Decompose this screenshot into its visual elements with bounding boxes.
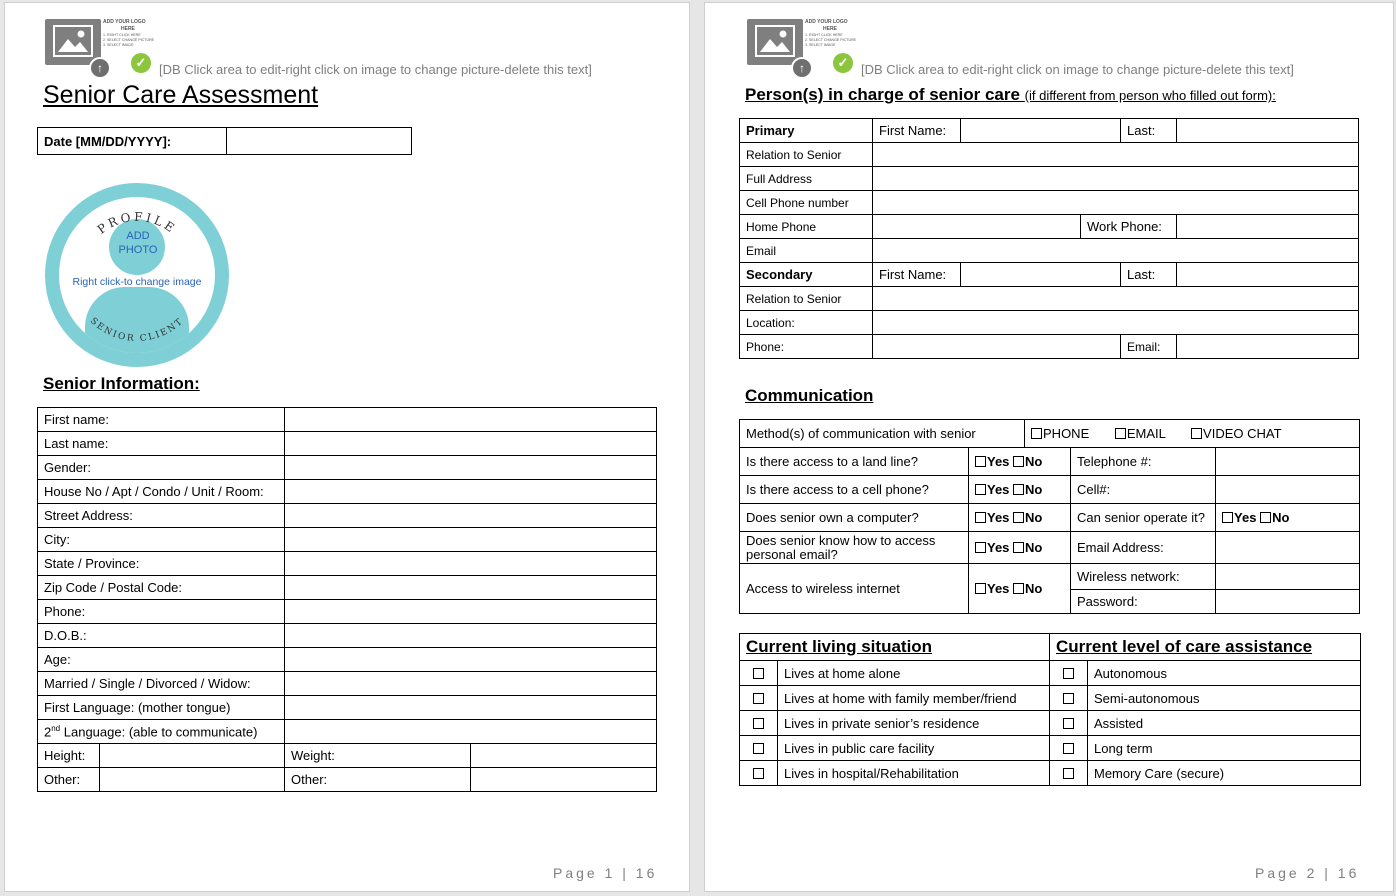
field-label: House No / Apt / Condo / Unit / Room:	[38, 480, 285, 504]
secondary-email-label: Email:	[1121, 335, 1177, 359]
checkbox-icon[interactable]	[975, 484, 986, 495]
other-label-1: Other:	[38, 768, 100, 792]
add-photo-line2: PHOTO	[118, 244, 158, 256]
profile-top-text: PROFILE	[94, 209, 180, 237]
other-input-1[interactable]	[100, 768, 285, 792]
yes-label: Yes	[987, 581, 1010, 596]
operate-yes-no[interactable]	[1216, 504, 1360, 532]
add-photo-line1: ADD	[126, 230, 150, 242]
checkbox-icon[interactable]	[1063, 693, 1074, 704]
weight-label: Weight:	[285, 744, 471, 768]
checkbox-icon[interactable]	[753, 668, 764, 679]
care-checkbox[interactable]	[1050, 761, 1088, 786]
field-input[interactable]	[285, 456, 657, 480]
email-question: Does senior know how to access personal email?	[740, 532, 969, 564]
upload-icon: ↑	[791, 57, 813, 79]
cellphone-question: Is there access to a cell phone?	[740, 476, 969, 504]
checkbox-icon[interactable]	[753, 768, 764, 779]
checkbox-icon[interactable]	[975, 512, 986, 523]
field-input[interactable]	[285, 648, 657, 672]
computer-question: Does senior own a computer?	[740, 504, 969, 532]
checkbox-icon[interactable]	[1031, 428, 1042, 439]
checkbox-icon[interactable]	[1191, 428, 1202, 439]
living-option: Lives in private senior’s residence	[778, 711, 1050, 736]
primary-last-label: Last:	[1121, 119, 1177, 143]
checkbox-icon[interactable]	[753, 743, 764, 754]
checkbox-icon[interactable]	[1013, 456, 1024, 467]
living-checkbox[interactable]	[740, 661, 778, 686]
checkbox-icon[interactable]	[1063, 668, 1074, 679]
cell-number-label: Cell#:	[1071, 476, 1216, 504]
page-1	[4, 2, 690, 892]
secondary-phone-input[interactable]	[873, 335, 1121, 359]
field-label: Phone:	[38, 600, 285, 624]
date-table	[37, 127, 412, 155]
field-input[interactable]	[285, 432, 657, 456]
yes-label: Yes	[987, 482, 1010, 497]
check-icon: ✓	[131, 53, 151, 73]
persons-subtitle-text: (if different from person who filled out form):	[1024, 88, 1276, 103]
living-option: Lives at home alone	[778, 661, 1050, 686]
upload-icon: ↑	[89, 57, 111, 79]
logo-hint-text: [DB Click area to edit-right click on image to change picture-delete this text]	[861, 62, 1294, 77]
field-input[interactable]	[285, 480, 657, 504]
yes-label: Yes	[987, 454, 1010, 469]
logo-text-line2: HERE	[823, 26, 837, 32]
yes-label: Yes	[987, 540, 1010, 555]
care-checkbox[interactable]	[1050, 661, 1088, 686]
primary-home-phone-label: Home Phone	[740, 215, 873, 239]
no-label: No	[1025, 510, 1043, 525]
care-level-header	[1050, 634, 1361, 661]
checkbox-icon[interactable]	[975, 583, 986, 594]
page-number: Page 1 | 16	[553, 865, 658, 881]
senior-information-title: Senior Information:	[43, 374, 200, 393]
second-language-prefix: 2	[44, 724, 52, 740]
video-chat-option[interactable]	[1191, 426, 1282, 441]
field-input[interactable]	[285, 600, 657, 624]
living-option: Lives in public care facility	[778, 736, 1050, 761]
living-checkbox[interactable]	[740, 686, 778, 711]
logo-step-2: 2. SELECT CHANGE PICTURE	[805, 38, 857, 42]
second-language-label	[38, 720, 285, 744]
living-checkbox[interactable]	[740, 736, 778, 761]
profile-photo-placeholder[interactable]	[43, 181, 231, 369]
phone-option-label: PHONE	[1043, 426, 1090, 441]
communication-table	[739, 419, 1360, 614]
no-label: No	[1025, 540, 1043, 555]
page-2	[704, 2, 1394, 892]
email-address-input[interactable]	[1216, 532, 1360, 564]
logo-text-line2: HERE	[121, 26, 135, 32]
primary-relation-label: Relation to Senior	[740, 143, 873, 167]
care-checkbox[interactable]	[1050, 686, 1088, 711]
living-option: Lives in hospital/Rehabilitation	[778, 761, 1050, 786]
field-label: First name:	[38, 408, 285, 432]
persons-title-text: Person(s) in charge of senior care	[745, 85, 1020, 104]
secondary-last-input[interactable]	[1177, 263, 1359, 287]
logo-text-line1: ADD YOUR LOGO	[103, 19, 146, 25]
email-option[interactable]	[1115, 426, 1166, 441]
secondary-relation-input[interactable]	[873, 287, 1359, 311]
primary-address-label: Full Address	[740, 167, 873, 191]
field-input[interactable]	[285, 504, 657, 528]
logo-step-1: 1. RIGHT CLICK HERE	[103, 33, 141, 37]
logo-step-3: 3. SELECT IMAGE	[805, 43, 836, 47]
living-checkbox[interactable]	[740, 711, 778, 736]
video-chat-option-label: VIDEO CHAT	[1203, 426, 1282, 441]
email-option-label: EMAIL	[1126, 426, 1166, 441]
checkbox-icon[interactable]	[975, 456, 986, 467]
care-option: Semi-autonomous	[1088, 686, 1361, 711]
field-input[interactable]	[285, 528, 657, 552]
care-option: Memory Care (secure)	[1088, 761, 1361, 786]
field-label: Gender:	[38, 456, 285, 480]
primary-last-input[interactable]	[1177, 119, 1359, 143]
cellphone-yes-no[interactable]	[969, 476, 1071, 504]
living-care-table	[739, 633, 1361, 786]
date-field[interactable]	[227, 128, 412, 155]
field-input[interactable]	[285, 720, 657, 744]
password-label: Password:	[1071, 590, 1216, 614]
checkbox-icon[interactable]	[753, 718, 764, 729]
checkbox-icon[interactable]	[1013, 512, 1024, 523]
care-option: Long term	[1088, 736, 1361, 761]
checkbox-icon[interactable]	[1063, 768, 1074, 779]
senior-information-table	[37, 407, 657, 792]
field-label: Zip Code / Postal Code:	[38, 576, 285, 600]
field-label: Age:	[38, 648, 285, 672]
field-input[interactable]	[285, 672, 657, 696]
other-label-2: Other:	[285, 768, 471, 792]
logo-step-2: 2. SELECT CHANGE PICTURE	[103, 38, 155, 42]
weight-input[interactable]	[471, 744, 657, 768]
page-number: Page 2 | 16	[1255, 865, 1360, 881]
primary-label: Primary	[740, 119, 873, 143]
primary-first-name-label: First Name:	[873, 119, 961, 143]
wireless-network-input[interactable]	[1216, 564, 1360, 590]
method-options	[1025, 420, 1360, 448]
logo-hint-text: [DB Click area to edit-right click on image to change picture-delete this text]	[159, 62, 592, 77]
password-input[interactable]	[1216, 590, 1360, 614]
field-label: Last name:	[38, 432, 285, 456]
phone-option[interactable]	[1031, 426, 1089, 441]
field-input[interactable]	[285, 408, 657, 432]
no-label: No	[1272, 510, 1290, 525]
field-label: Married / Single / Divorced / Widow:	[38, 672, 285, 696]
height-label: Height:	[38, 744, 100, 768]
other-input-2[interactable]	[471, 768, 657, 792]
field-label: City:	[38, 528, 285, 552]
persons-in-charge-table	[739, 118, 1359, 359]
landline-question: Is there access to a land line?	[740, 448, 969, 476]
checkbox-icon[interactable]	[1222, 512, 1233, 523]
living-checkbox[interactable]	[740, 761, 778, 786]
no-label: No	[1025, 482, 1043, 497]
checkbox-icon[interactable]	[1013, 484, 1024, 495]
email-address-label: Email Address:	[1071, 532, 1216, 564]
wireless-yes-no[interactable]	[969, 564, 1071, 614]
field-input[interactable]	[285, 624, 657, 648]
secondary-location-input[interactable]	[873, 311, 1359, 335]
height-input[interactable]	[100, 744, 285, 768]
primary-cell-input[interactable]	[873, 191, 1359, 215]
checkbox-icon[interactable]	[1063, 718, 1074, 729]
secondary-relation-label: Relation to Senior	[740, 287, 873, 311]
field-input[interactable]	[285, 552, 657, 576]
primary-cell-label: Cell Phone number	[740, 191, 873, 215]
checkbox-icon[interactable]	[753, 693, 764, 704]
logo-text-line1: ADD YOUR LOGO	[805, 19, 848, 25]
primary-work-phone-input[interactable]	[1177, 215, 1359, 239]
check-icon: ✓	[833, 53, 853, 73]
change-image-text: Right click-to change image	[72, 276, 202, 288]
care-checkbox[interactable]	[1050, 736, 1088, 761]
primary-home-phone-input[interactable]	[873, 215, 1081, 239]
wireless-question: Access to wireless internet	[740, 564, 969, 614]
operate-question: Can senior operate it?	[1071, 504, 1216, 532]
persons-in-charge-title	[745, 85, 1276, 105]
field-label: Street Address:	[38, 504, 285, 528]
field-label: State / Province:	[38, 552, 285, 576]
method-label: Method(s) of communication with senior	[740, 420, 1025, 448]
secondary-first-name-input[interactable]	[961, 263, 1121, 287]
secondary-location-label: Location:	[740, 311, 873, 335]
checkbox-icon[interactable]	[1013, 542, 1024, 553]
secondary-last-label: Last:	[1121, 263, 1177, 287]
primary-first-name-input[interactable]	[961, 119, 1121, 143]
primary-email-label: Email	[740, 239, 873, 263]
field-label: D.O.B.:	[38, 624, 285, 648]
communication-title: Communication	[745, 386, 874, 405]
secondary-email-input[interactable]	[1177, 335, 1359, 359]
primary-email-input[interactable]	[873, 239, 1359, 263]
profile-bottom-text: SENIOR CLIENT	[88, 316, 186, 344]
cell-number-input[interactable]	[1216, 476, 1360, 504]
care-checkbox[interactable]	[1050, 711, 1088, 736]
secondary-phone-label: Phone:	[740, 335, 873, 359]
primary-relation-input[interactable]	[873, 143, 1359, 167]
checkbox-icon[interactable]	[1260, 512, 1271, 523]
no-label: No	[1025, 454, 1043, 469]
logo-placeholder[interactable]	[747, 19, 857, 79]
yes-label: Yes	[987, 510, 1010, 525]
landline-yes-no[interactable]	[969, 448, 1071, 476]
no-label: No	[1025, 581, 1043, 596]
date-label: Date [MM/DD/YYYY]:	[38, 128, 227, 155]
page-title: Senior Care Assessment	[43, 81, 319, 109]
telephone-label: Telephone #:	[1071, 448, 1216, 476]
email-yes-no[interactable]	[969, 532, 1071, 564]
primary-address-input[interactable]	[873, 167, 1359, 191]
yes-label: Yes	[1234, 510, 1257, 525]
care-level-title: Current level of care assistance	[1056, 637, 1313, 656]
secondary-label: Secondary	[740, 263, 873, 287]
field-input[interactable]	[285, 696, 657, 720]
living-situation-header	[740, 634, 1050, 661]
checkbox-icon[interactable]	[1013, 583, 1024, 594]
field-input[interactable]	[285, 576, 657, 600]
second-language-sup: nd	[51, 723, 61, 733]
checkbox-icon[interactable]	[975, 542, 986, 553]
computer-yes-no[interactable]	[969, 504, 1071, 532]
secondary-first-name-label: First Name:	[873, 263, 961, 287]
wireless-network-label: Wireless network:	[1071, 564, 1216, 590]
second-language-rest: Language: (able to communicate)	[60, 724, 258, 740]
field-label: First Language: (mother tongue)	[38, 696, 285, 720]
living-option: Lives at home with family member/friend	[778, 686, 1050, 711]
primary-work-phone-label: Work Phone:	[1081, 215, 1177, 239]
checkbox-icon[interactable]	[1115, 428, 1126, 439]
logo-step-1: 1. RIGHT CLICK HERE	[805, 33, 843, 37]
care-option: Assisted	[1088, 711, 1361, 736]
logo-placeholder[interactable]	[45, 19, 155, 79]
care-option: Autonomous	[1088, 661, 1361, 686]
logo-step-3: 3. SELECT IMAGE	[103, 43, 134, 47]
telephone-input[interactable]	[1216, 448, 1360, 476]
living-situation-title: Current living situation	[746, 637, 933, 656]
checkbox-icon[interactable]	[1063, 743, 1074, 754]
